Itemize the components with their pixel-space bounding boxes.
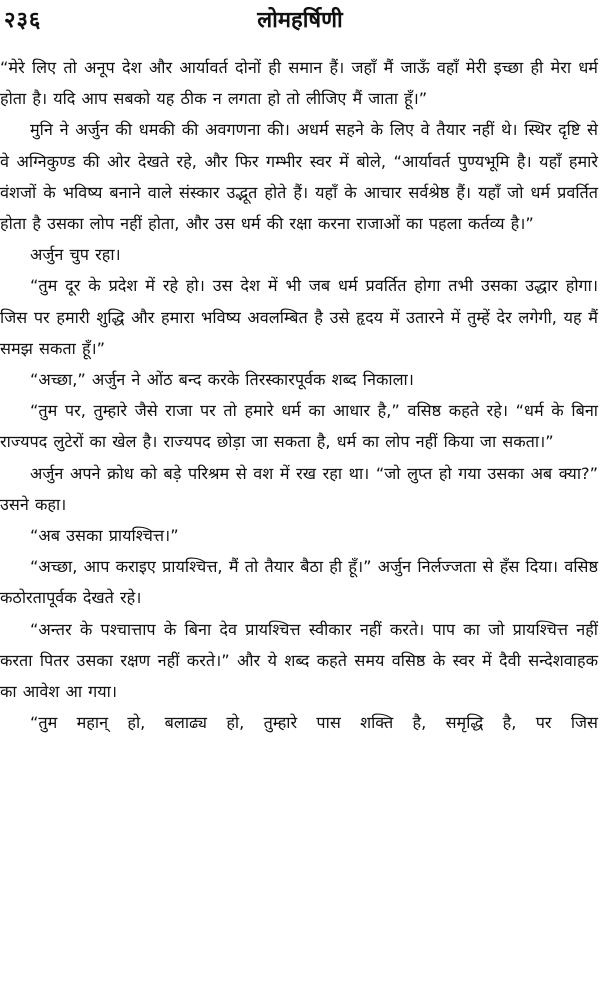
paragraph: “अच्छा, आप कराइए प्रायश्चित्त, मैं तो तैयार बैठा ही हूँ।” अर्जुन निर्लज्जता से हँस दिया। वसिष्ठ कठोरतापूर्वक देखते रहे। bbox=[0, 557, 598, 608]
paragraph: “अच्छा,” अर्जुन ने ओंठ बन्द करके तिरस्कारपूर्वक शब्द निकाला। bbox=[30, 370, 414, 390]
paragraph: अर्जुन चुप रहा। bbox=[30, 245, 121, 265]
paragraph: “मेरे लिए तो अनूप देश और आर्यावर्त दोनों ही समान हैं। जहाँ मैं जाऊँ वहाँ मेरी इच्छा ही मेरा धर्म होता है। यदि आप सबको यह ठीक न लगता हो तो लीजिए मैं जाता हूँ।” bbox=[0, 58, 598, 109]
paragraph: “अन्तर के पश्चात्ताप के बिना देव प्रायश्चित्त स्वीकार नहीं करते। पाप का जो प्रायश्चित्त नहीं करता पितर उसका रक्षण नहीं करते।” और ये शब्द कहते समय वसिष्ठ के स्वर में दैवी सन्देशवाहक का आवेश आ गया। bbox=[0, 619, 598, 702]
paragraph: “तुम महान् हो, बलाढ्य हो, तुम्हारे पास शक्ति है, समृद्धि है, पर जिस bbox=[30, 713, 598, 733]
paragraph: “तुम पर, तुम्हारे जैसे राजा पर तो हमारे धर्म का आधार है,” वसिष्ठ कहते रहे। “धर्म के बिना राज्यपद लुटेरों का खेल है। राज्यपद छोड़ा जा सकता है, धर्म का लोप नहीं किया जा सकता।” bbox=[0, 401, 598, 452]
page-header bbox=[0, 0, 600, 40]
paragraph: अर्जुन अपने क्रोध को बड़े परिश्रम से वश में रख रहा था। “जो लुप्त हो गया उसका अब क्या?” उसने कहा। bbox=[0, 463, 598, 514]
page-number: २३६ bbox=[4, 7, 42, 33]
body-text bbox=[0, 52, 598, 738]
paragraph: “तुम दूर के प्रदेश में रहे हो। उस देश में भी जब धर्म प्रवर्तित होगा तभी उसका उद्धार होगा। जिस पर हमारी शुद्धि और हमारा भविष्य अवलम्बित है उसे हृदय में उतारने में तुम्हें देर लगेगी, यह मैं समझ सकता हूँ।” bbox=[0, 276, 598, 358]
paragraph: “अब उसका प्रायश्चित्त।” bbox=[30, 526, 179, 546]
running-title: लोमहर्षिणी bbox=[257, 7, 343, 33]
paragraph: मुनि ने अर्जुन की धमकी की अवगणना की। अधर्म सहने के लिए वे तैयार नहीं थे। स्थिर दृष्टि से वे अग्निकुण्ड की ओर देखते रहे, और फिर गम्भीर स्वर में बोले, “आर्यावर्त पुण्यभूमि है। यहाँ हमारे वंशजों के भविष्य बनाने वाले संस्कार उद्भूत होते हैं। यहाँ के आचार सर्वश्रेष्ठ हैं। यहाँ जो धर्म प्रवर्तित होता है उसका लोप नहीं होता, और उस धर्म की रक्षा करना राजाओं का पहला कर्तव्य है।” bbox=[0, 120, 598, 234]
